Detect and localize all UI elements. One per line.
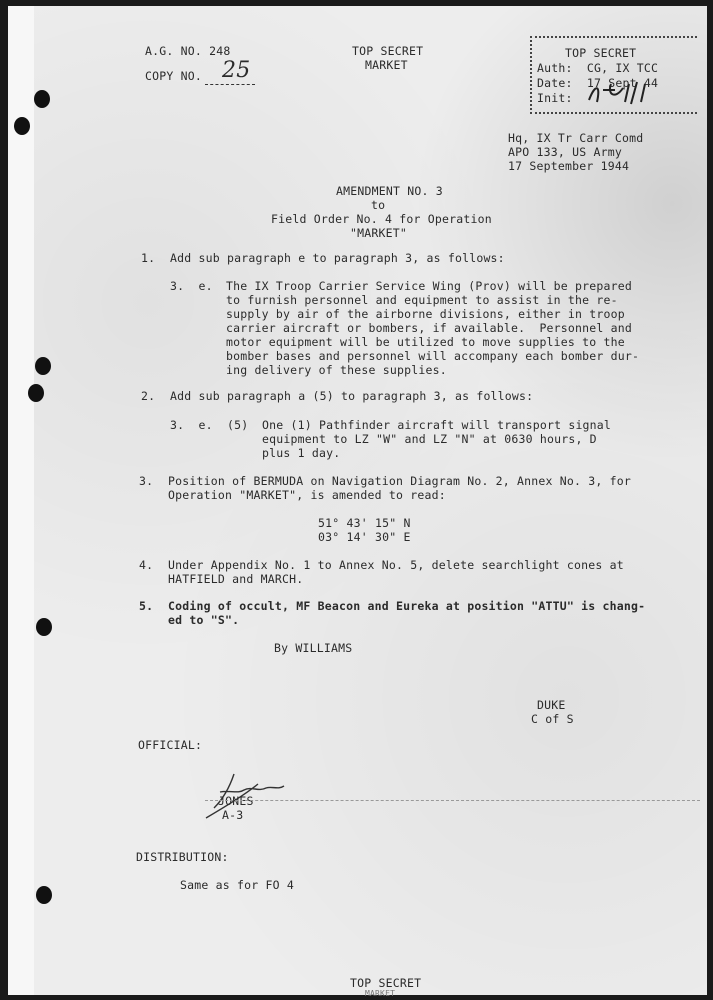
punch-hole <box>14 117 30 135</box>
item-2-line: One (1) Pathfinder aircraft will transport signal <box>262 418 612 432</box>
item-1-subref: 3. e. <box>170 279 213 293</box>
hq-line-1: Hq, IX Tr Carr Comd <box>508 131 644 145</box>
item-5-line: ed to "S". <box>168 613 240 627</box>
fold-line <box>205 800 700 801</box>
coordinate-lon: 03° 14' 30" E <box>318 530 411 544</box>
by-line: By WILLIAMS <box>274 641 353 655</box>
operation-name-bottom: MARKET <box>365 989 396 998</box>
item-1-line: bomber bases and personnel will accompany each bomber dur- <box>226 349 640 363</box>
initials-signature <box>585 80 665 106</box>
item-1-line: supply by air of the airborne divisions, either in troop <box>226 307 625 321</box>
item-3-number: 3. <box>139 474 154 488</box>
item-5-line: Coding of occult, MF Beacon and Eureka at position "ATTU" is chang- <box>168 599 646 613</box>
item-2-line: plus 1 day. <box>262 446 341 460</box>
stamp-date: Date: 17 Sept 44 <box>537 76 659 90</box>
official-position: A-3 <box>222 808 244 822</box>
title-field-order: Field Order No. 4 for Operation <box>271 212 492 226</box>
item-4-line: Under Appendix No. 1 to Annex No. 5, delete searchlight cones at <box>168 558 624 572</box>
stamp-auth: Auth: CG, IX TCC <box>537 61 659 75</box>
item-1-line: The IX Troop Carrier Service Wing (Prov) will be prepared <box>226 279 633 293</box>
item-2-subref: 3. e. (5) <box>170 418 249 432</box>
amendment-title: AMENDMENT NO. 3 <box>336 184 443 198</box>
item-4-line: HATFIELD and MARCH. <box>168 572 304 586</box>
title-to: to <box>371 198 386 212</box>
item-1-line: to furnish personnel and equipment to assist in the re- <box>226 293 618 307</box>
file-number: A.G. NO. 248 <box>145 44 231 58</box>
punch-hole <box>36 886 52 904</box>
punch-hole <box>34 90 50 108</box>
punch-hole <box>36 618 52 636</box>
copy-label: COPY NO. <box>145 69 202 83</box>
item-3-line: Operation "MARKET", is amended to read: <box>168 488 446 502</box>
hq-line-2: APO 133, US Army <box>508 145 622 159</box>
item-3-line: Position of BERMUDA on Navigation Diagram No. 2, Annex No. 3, for <box>168 474 632 488</box>
coordinate-lat: 51° 43' 15" N <box>318 516 411 530</box>
distribution-label: DISTRIBUTION: <box>136 850 229 864</box>
item-2-text: Add sub paragraph a (5) to paragraph 3, as follows: <box>170 389 534 403</box>
punch-hole <box>35 357 51 375</box>
item-1-line: carrier aircraft or bombers, if available. Personnel and <box>226 321 633 335</box>
punch-hole <box>28 384 44 402</box>
copy-number: 25 <box>222 58 251 83</box>
copy-number-underline <box>205 84 255 85</box>
official-name: JONES <box>218 794 254 808</box>
title-operation: "MARKET" <box>350 226 407 240</box>
item-1-line: ing delivery of these supplies. <box>226 363 447 377</box>
item-4-number: 4. <box>139 558 154 572</box>
classification-top: TOP SECRET <box>352 44 424 58</box>
operation-name-top: MARKET <box>365 58 408 72</box>
official-label: OFFICIAL: <box>138 738 203 752</box>
hq-line-3: 17 September 1944 <box>508 159 630 173</box>
signer-title: C of S <box>531 712 574 726</box>
signer-name: DUKE <box>537 698 566 712</box>
stamp-title: TOP SECRET <box>565 46 637 60</box>
item-1-number: 1. <box>141 251 156 265</box>
classification-bottom: TOP SECRET <box>350 976 422 990</box>
item-1-text: Add sub paragraph e to paragraph 3, as follows: <box>170 251 505 265</box>
page-margin <box>8 6 34 995</box>
item-5-number: 5. <box>139 599 154 613</box>
distribution-text: Same as for FO 4 <box>180 878 294 892</box>
item-2-number: 2. <box>141 389 156 403</box>
stamp-init: Init: <box>537 91 573 105</box>
item-1-line: motor equipment will be utilized to move supplies to the <box>226 335 625 349</box>
item-2-line: equipment to LZ "W" and LZ "N" at 0630 hours, D <box>262 432 597 446</box>
